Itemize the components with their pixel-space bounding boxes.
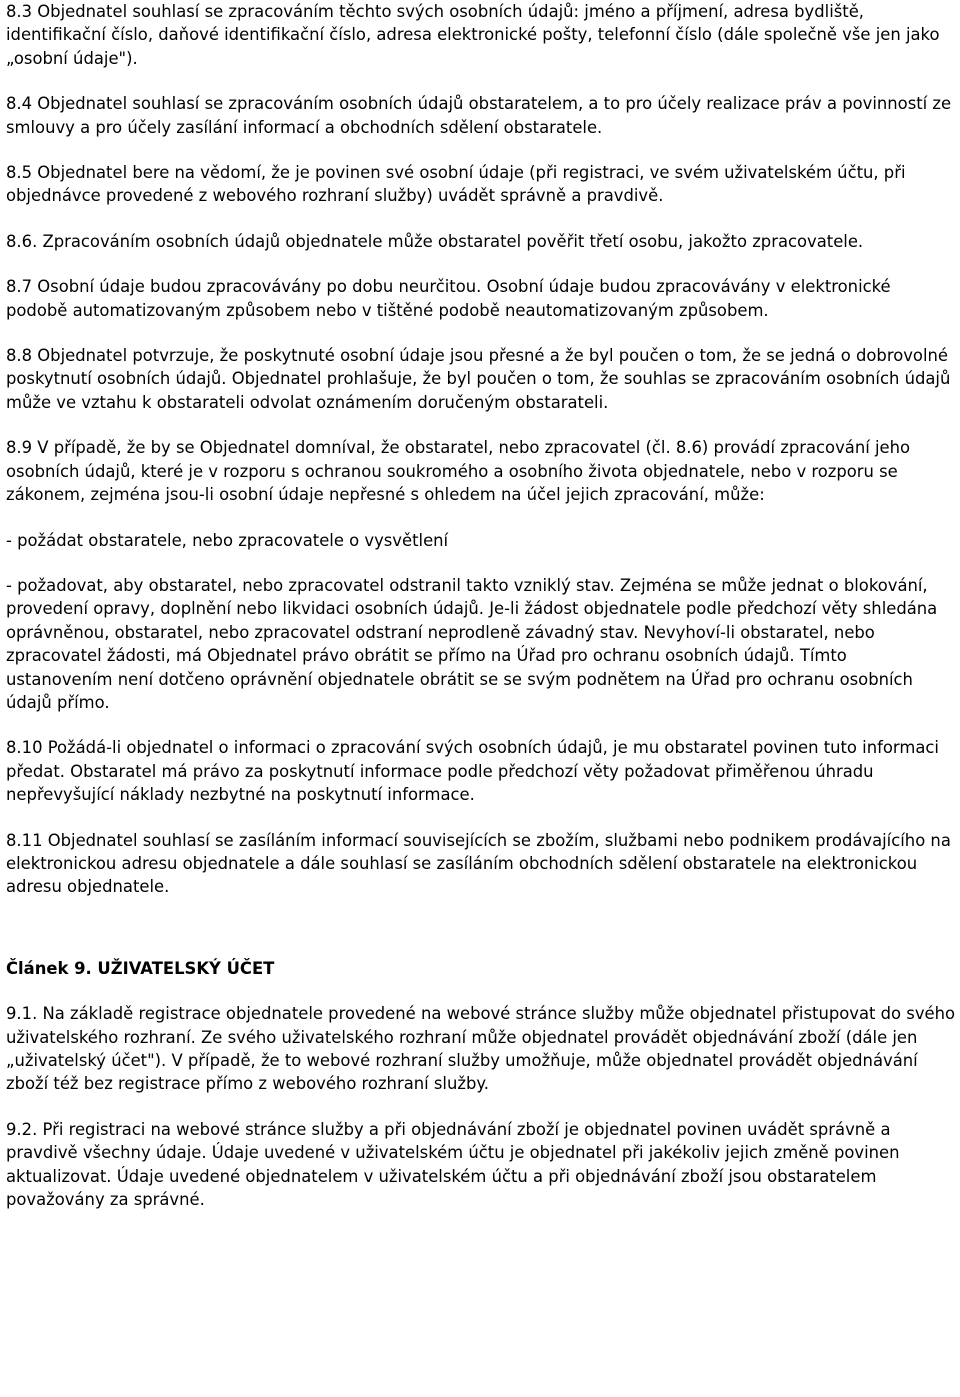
paragraph-gap bbox=[6, 980, 956, 1002]
paragraph-gap bbox=[6, 322, 956, 344]
list-item-request-explanation: - požádat obstaratele, nebo zpracovatele o vysvětlení bbox=[6, 530, 449, 550]
section-gap bbox=[6, 899, 956, 957]
paragraph-8-7: 8.7 Osobní údaje budou zpracovávány po dobu neurčitou. Osobní údaje budou zpracovávány v elektronické podobě automatizovaným způsobem nebo v tištěné podobě neautomatizovaným způsobem. bbox=[6, 277, 891, 320]
paragraph-gap bbox=[6, 507, 956, 529]
paragraph-8-5: 8.5 Objednatel bere na vědomí, že je povinen své osobní údaje (při registraci, ve svém uživatelském účtu, při objednávce provedené z webového rozhraní služby) uvádět správně a pravdivě. bbox=[6, 163, 906, 206]
paragraph-gap bbox=[6, 70, 956, 92]
paragraph-8-9: 8.9 V případě, že by se Objednatel domníval, že obstaratel, nebo zpracovatel (čl. 8.6) provádí zpracování jeho osobních údajů, které je v rozporu s ochranou soukromého a osobního života objednatele, nebo v rozporu se zákonem, zejména jsou-li osobní údaje nepřesné s ohledem na účel jejich zpracování, může: bbox=[6, 438, 911, 505]
paragraph-gap bbox=[6, 253, 956, 275]
paragraph-gap bbox=[6, 139, 956, 161]
paragraph-8-8: 8.8 Objednatel potvrzuje, že poskytnuté osobní údaje jsou přesné a že byl poučen o tom, že se jedná o dobrovolné poskytnutí osobních údajů. Objednatel prohlašuje, že byl poučen o tom, že souhlas se zpracováním osobních údajů může ve vztahu k obstarateli odvolat oznámením doručeným obstarateli. bbox=[6, 346, 951, 412]
paragraph-gap bbox=[6, 1096, 956, 1118]
list-item-request-remedy: - požadovat, aby obstaratel, nebo zpracovatel odstranil takto vzniklý stav. Zejména se může jednat o blokování, provedení opravy, doplnění nebo likvidaci osobních údajů. Je-li žádost objednatele podle předchozí věty shledána oprávněnou, obstaratel, nebo zpracovatel odstraní neprodleně závadný stav. Nevyhoví-li obstaratel, nebo zpracovatel žádosti, má Objednatel právo obrátit se přímo na Úřad pro ochranu osobních údajů. Tímto ustanovením není dotčeno oprávnění objednatele obrátit se se svým podnětem na Úřad pro ochranu osobních údajů přímo. bbox=[6, 575, 938, 712]
paragraph-9-2: 9.2. Při registraci na webové stránce služby a při objednávání zboží je objednatel povinen uvádět správně a pravdivě všechny údaje. Údaje uvedené v uživatelském účtu je objednatel při jakékoliv jejich změně povinen aktualizovat. Údaje uvedené objednatelem v uživatelském účtu a při objednávání zboží jsou obstaratelem považovány za správné. bbox=[6, 1119, 900, 1210]
paragraph-8-3: 8.3 Objednatel souhlasí se zpracováním těchto svých osobních údajů: jméno a příjmení, adresa bydliště, identifikační číslo, daňové identifikační číslo, adresa elektronické pošty, telefonní číslo (dále společně vše jen jako „osobní údaje"). bbox=[6, 2, 940, 68]
paragraph-gap bbox=[6, 714, 956, 736]
paragraph-8-11: 8.11 Objednatel souhlasí se zasíláním informací souvisejících se zbožím, službami nebo podnikem prodávajícího na elektronickou adresu objednatele a dále souhlasí se zasíláním obchodních sdělení obstaratele na elektronickou adresu objednatele. bbox=[6, 830, 951, 897]
paragraph-gap bbox=[6, 807, 956, 829]
paragraph-8-4: 8.4 Objednatel souhlasí se zpracováním osobních údajů obstaratelem, a to pro účely realizace práv a povinností ze smlouvy a pro účely zasílání informací a obchodních sdělení obstaratele. bbox=[6, 94, 952, 137]
paragraph-8-10: 8.10 Požádá-li objednatel o informaci o zpracování svých osobních údajů, je mu obstaratel povinen tuto informaci předat. Obstaratel má právo za poskytnutí informace podle předchozí věty požadovat přiměřenou úhradu nepřevyšující náklady nezbytné na poskytnutí informace. bbox=[6, 738, 939, 805]
paragraph-gap bbox=[6, 414, 956, 436]
paragraph-8-6: 8.6. Zpracováním osobních údajů objednatele může obstaratel pověřit třetí osobu, jakožto zpracovatele. bbox=[6, 231, 864, 251]
document-page bbox=[6, 0, 956, 1211]
paragraph-gap bbox=[6, 208, 956, 230]
paragraph-gap bbox=[6, 552, 956, 574]
section-heading: Článek 9. UŽIVATELSKÝ ÚČET bbox=[6, 958, 275, 978]
paragraph-9-1: 9.1. Na základě registrace objednatele provedené na webové stránce služby může objednatel přistupovat do svého uživatelského rozhraní. Ze svého uživatelského rozhraní může objednatel provádět objednávání zboží (dále jen „uživatelský účet"). V případě, že to webové rozhraní služby umožňuje, může objednatel provádět objednávání zboží též bez registrace přímo z webového rozhraní služby. bbox=[6, 1004, 956, 1094]
